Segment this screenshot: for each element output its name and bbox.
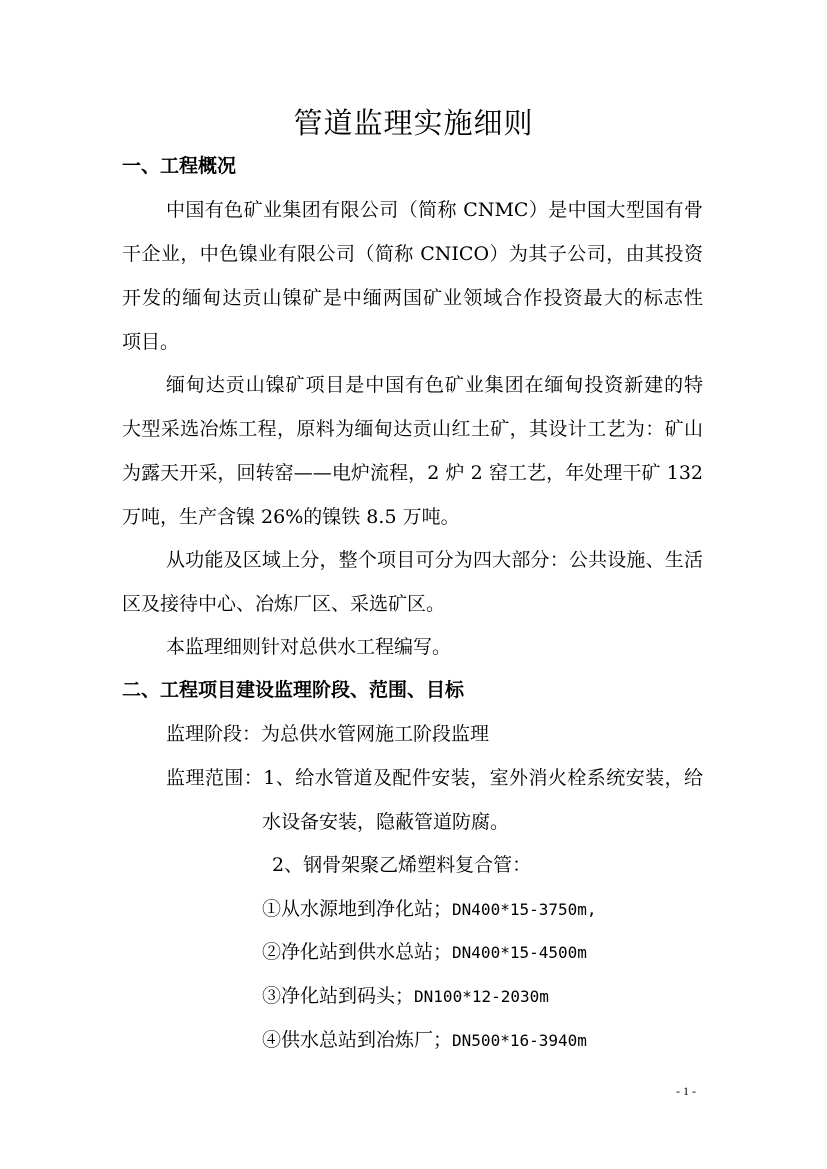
page-number: - 1 - — [676, 1084, 696, 1098]
pipe-marker: ② — [262, 941, 282, 963]
pipe-marker: ③ — [262, 985, 282, 1007]
pipe-route: 净化站到码头； — [281, 985, 415, 1007]
paragraph-line: 为露天开采，回转窑——电炉流程，2 炉 2 窑工艺，年处理干矿 132 — [122, 462, 703, 484]
supervision-scope-line: 监理范围：1、给水管道及配件安装，室外消火栓系统安装，给 — [166, 767, 703, 789]
pipe-spec: DN500*16-3940m — [452, 1031, 587, 1050]
pipe-route: 供水总站到冶炼厂； — [281, 1029, 453, 1051]
section-heading-supervision: 二、工程项目建设监理阶段、范围、目标 — [122, 679, 465, 701]
paragraph-line: 区及接待中心、冶炼厂区、采选矿区。 — [122, 593, 446, 615]
pipe-list-item — [262, 982, 549, 1011]
paragraph-line: 项目。 — [122, 331, 180, 353]
section-heading-overview: 一、工程概况 — [122, 155, 237, 177]
paragraph-line: 开发的缅甸达贡山镍矿是中缅两国矿业领域合作投资最大的标志性 — [122, 287, 703, 309]
pipe-list-item — [262, 1026, 587, 1055]
pipe-marker: ① — [262, 898, 282, 920]
pipe-list-item — [262, 895, 597, 924]
pipe-spec: DN400*15-3750m, — [452, 900, 597, 919]
pipe-route: 净化站到供水总站； — [281, 941, 453, 963]
document-title: 管道监理实施细则 — [293, 106, 534, 140]
supervision-scope-item: 2、钢骨架聚乙烯塑料复合管： — [272, 854, 532, 876]
paragraph-line: 从功能及区域上分，整个项目可分为四大部分：公共设施、生活 — [166, 549, 703, 571]
pipe-spec: DN400*15-4500m — [452, 943, 587, 962]
pipe-marker: ④ — [262, 1029, 282, 1051]
pipe-route: 从水源地到净化站； — [281, 898, 453, 920]
paragraph-line: 万吨，生产含镍 26%的镍铁 8.5 万吨。 — [122, 506, 460, 528]
paragraph-line: 缅甸达贡山镍矿项目是中国有色矿业集团在缅甸投资新建的特 — [166, 374, 703, 396]
supervision-stage: 监理阶段：为总供水管网施工阶段监理 — [166, 723, 490, 745]
pipe-list-item — [262, 938, 587, 967]
paragraph-line: 中国有色矿业集团有限公司（简称 CNMC）是中国大型国有骨 — [166, 199, 703, 221]
paragraph-line: 干企业，中色镍业有限公司（简称 CNICO）为其子公司，由其投资 — [122, 243, 703, 265]
paragraph-scope-note: 本监理细则针对总供水工程编写。 — [166, 636, 452, 658]
paragraph-line: 大型采选冶炼工程，原料为缅甸达贡山红土矿，其设计工艺为：矿山 — [122, 418, 703, 440]
pipe-spec: DN100*12-2030m — [414, 987, 549, 1006]
supervision-scope-line: 水设备安装，隐蔽管道防腐。 — [262, 811, 510, 833]
